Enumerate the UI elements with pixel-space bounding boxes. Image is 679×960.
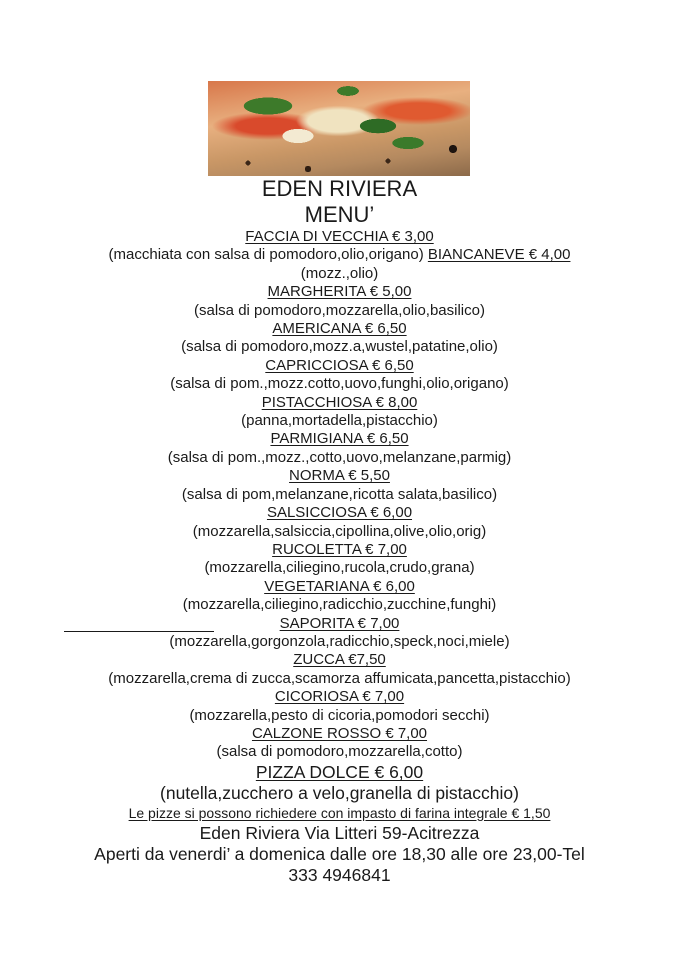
item-faccia-desc-row [0, 246, 679, 264]
phone-number: 333 4946841 [288, 864, 391, 885]
item-zucca: ZUCCA €7,50 [293, 651, 386, 669]
item-biancaneve: BIANCANEVE € 4,00 [427, 246, 571, 264]
item-biancaneve-desc: (mozz.,olio) [300, 264, 379, 282]
item-faccia-di-vecchia: FACCIA DI VECCHIA € 3,00 [245, 228, 434, 245]
item-americana: AMERICANA € 6,50 [272, 320, 407, 338]
item-saporita: SAPORITA € 7,00 [279, 614, 400, 632]
item-salsicciosa-desc: (mozzarella,salsiccia,cipollina,olive,olio,orig) [192, 522, 487, 540]
item-faccia-desc: (macchiata con salsa di pomodoro,olio,origano) [108, 246, 424, 264]
item-pistacchiosa-desc: (panna,mortadella,pistacchio) [241, 412, 438, 430]
item-norma: NORMA € 5,50 [289, 467, 390, 485]
restaurant-name: EDEN RIVIERA [261, 176, 418, 201]
item-pistacchiosa: PISTACCHIOSA € 8,00 [261, 393, 418, 411]
item-pizza-dolce-desc: (nutella,zucchero a velo,granella di pistacchio) [160, 782, 519, 803]
item-calzone-rosso: CALZONE ROSSO € 7,00 [251, 724, 428, 742]
menu-title: MENU’ [304, 202, 375, 227]
horizontal-rule [64, 631, 214, 632]
item-capricciosa: CAPRICCIOSA € 6,50 [265, 356, 414, 374]
item-rucoletta: RUCOLETTA € 7,00 [272, 540, 407, 558]
item-capricciosa-desc: (salsa di pom.,mozz.cotto,uovo,funghi,olio,origano) [170, 375, 509, 393]
item-pizza-dolce: PIZZA DOLCE € 6,00 [255, 761, 424, 782]
item-margherita-desc: (salsa di pomodoro,mozzarella,olio,basilico) [194, 301, 485, 319]
item-americana-desc: (salsa di pomodoro,mozz.a,wustel,patatine,olio) [181, 338, 498, 356]
item-cicoriosa-desc: (mozzarella,pesto di cicoria,pomodori secchi) [189, 706, 490, 724]
address: Eden Riviera Via Litteri 59-Acitrezza [199, 822, 480, 843]
pizza-photo [208, 81, 470, 176]
item-zucca-desc: (mozzarella,crema di zucca,scamorza affumicata,pancetta,pistacchio) [108, 669, 571, 687]
item-salsicciosa: SALSICCIOSA € 6,00 [266, 504, 413, 522]
opening-hours: Aperti da venerdi’ a domenica dalle ore 18,30 alle ore 23,00-Tel [94, 843, 585, 864]
item-vegetariana: VEGETARIANA € 6,00 [264, 577, 415, 595]
menu-page [0, 176, 679, 886]
item-cicoriosa: CICORIOSA € 7,00 [274, 688, 405, 706]
item-margherita: MARGHERITA € 5,00 [267, 283, 412, 301]
item-calzone-desc: (salsa di pomodoro,mozzarella,cotto) [216, 743, 463, 761]
item-norma-desc: (salsa di pom,melanzane,ricotta salata,basilico) [181, 485, 498, 503]
integrale-note: Le pizze si possono richiedere con impasto di farina integrale € 1,50 [128, 804, 551, 821]
item-parmigiana: PARMIGIANA € 6,50 [270, 430, 409, 448]
item-saporita-desc: (mozzarella,gorgonzola,radicchio,speck,noci,miele) [169, 632, 510, 650]
item-parmigiana-desc: (salsa di pom.,mozz.,cotto,uovo,melanzane,parmig) [167, 448, 512, 466]
item-vegetariana-desc: (mozzarella,ciliegino,radicchio,zucchine,funghi) [182, 596, 497, 614]
item-rucoletta-desc: (mozzarella,ciliegino,rucola,crudo,grana) [204, 559, 475, 577]
